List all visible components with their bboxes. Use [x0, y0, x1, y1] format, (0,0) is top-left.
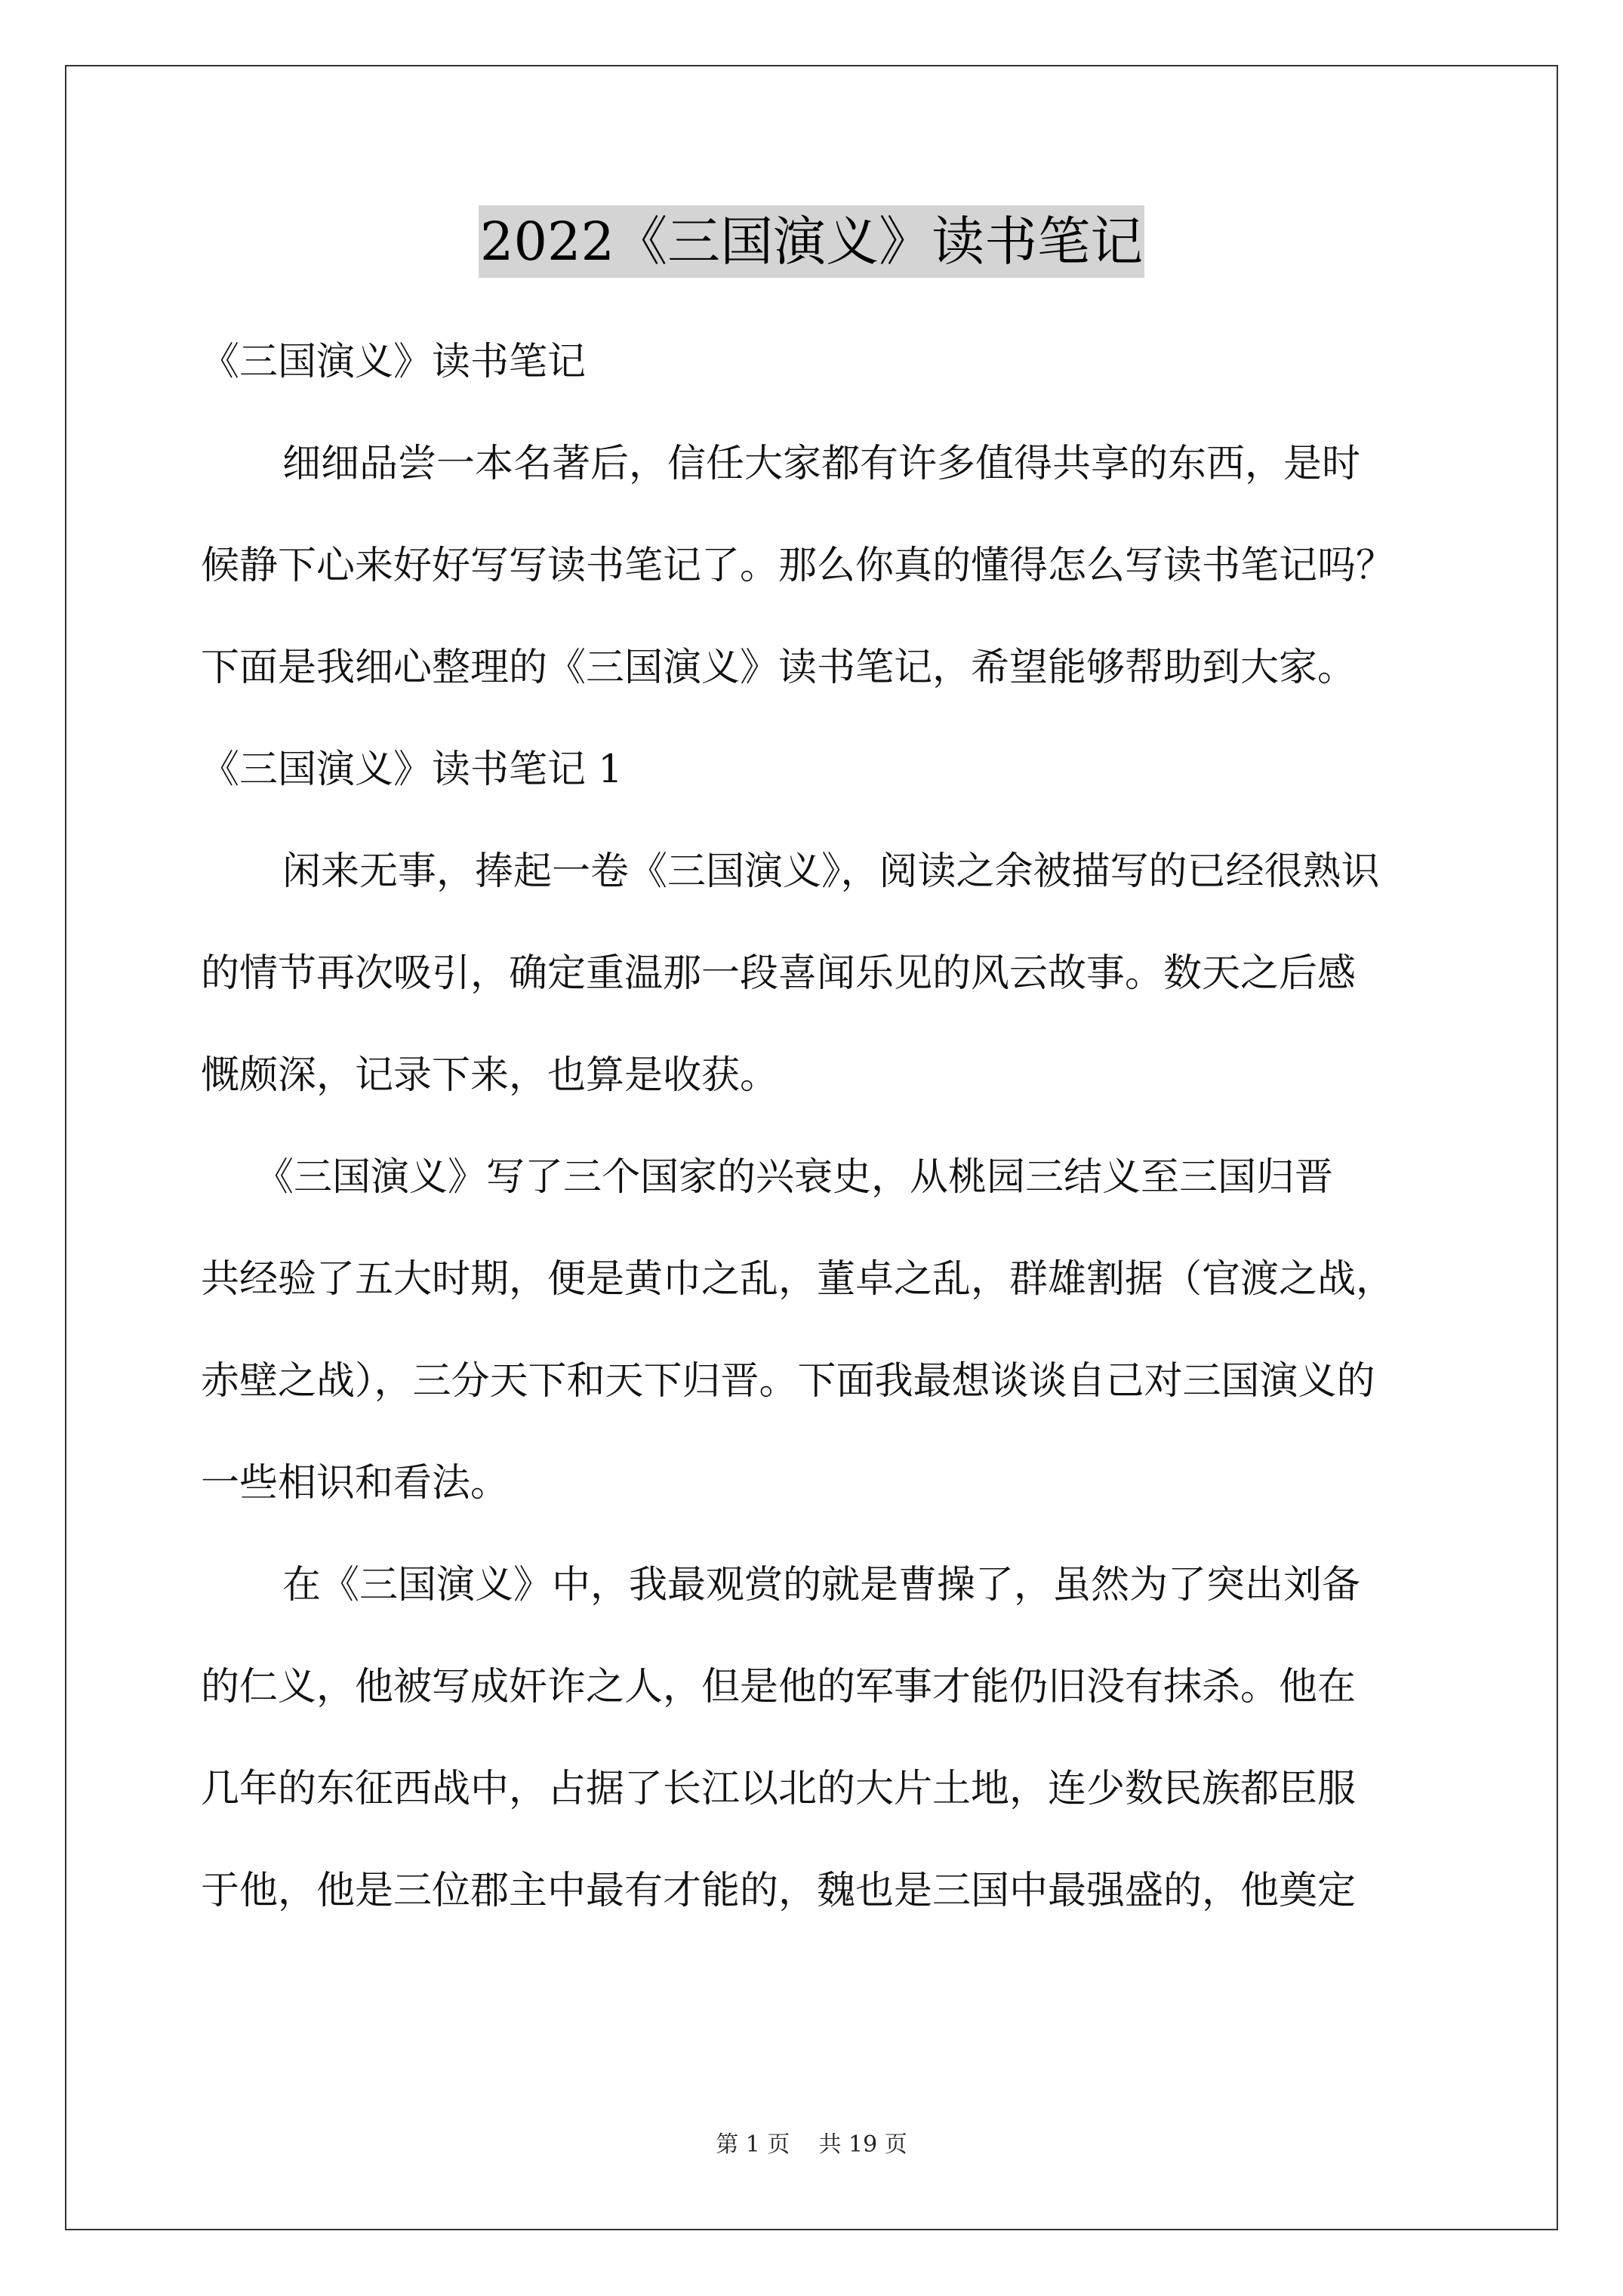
title-container — [0, 205, 1623, 278]
paragraph-line: 闲来无事，捧起一卷《三国演义》，阅读之余被描写的已经很熟识 — [282, 849, 1380, 894]
document-title: 2022《三国演义》读书笔记 — [479, 205, 1144, 278]
paragraph-line: 一些相识和看法。 — [201, 1461, 510, 1505]
paragraph-line: 赤壁之战），三分天下和天下归晋。下面我最想谈谈自己对三国演义的 — [201, 1359, 1375, 1404]
paragraph-line: 在《三国演义》中，我最观赏的就是曹操了，虽然为了突出刘备 — [282, 1563, 1361, 1607]
paragraph-line: 《三国演义》写了三个国家的兴衰史，从桃园三结义至三国归晋 — [255, 1155, 1334, 1200]
paragraph-line: 共经验了五大时期，便是黄巾之乱，董卓之乱，群雄割据（官渡之战， — [201, 1257, 1395, 1302]
section-heading: 《三国演义》读书笔记 — [201, 340, 587, 384]
paragraph-line: 的情节再次吸引，确定重温那一段喜闻乐见的风云故事。数天之后感 — [201, 951, 1357, 996]
paragraph-line: 几年的东征西战中，占据了长江以北的大片土地，连少数民族都臣服 — [201, 1767, 1357, 1811]
paragraph-line: 下面是我细心整理的《三国演义》读书笔记，希望能够帮助到大家。 — [201, 646, 1357, 690]
paragraph-line: 细细品尝一本名著后，信任大家都有许多值得共享的东西，是时 — [282, 442, 1361, 486]
page-footer: 第 1 页 共 19 页 — [716, 2131, 907, 2158]
paragraph-line: 候静下心来好好写写读书笔记了。那么你真的懂得怎么写读书笔记吗？ — [201, 544, 1395, 588]
paragraph-line: 于他，他是三位郡主中最有才能的，魏也是三国中最强盛的，他奠定 — [201, 1869, 1357, 1913]
section-heading: 《三国演义》读书笔记 1 — [201, 747, 623, 792]
paragraph-line: 慨颇深，记录下来，也算是收获。 — [201, 1053, 779, 1098]
paragraph-line: 的仁义，他被写成奸诈之人，但是他的军事才能仍旧没有抹杀。他在 — [201, 1665, 1357, 1709]
